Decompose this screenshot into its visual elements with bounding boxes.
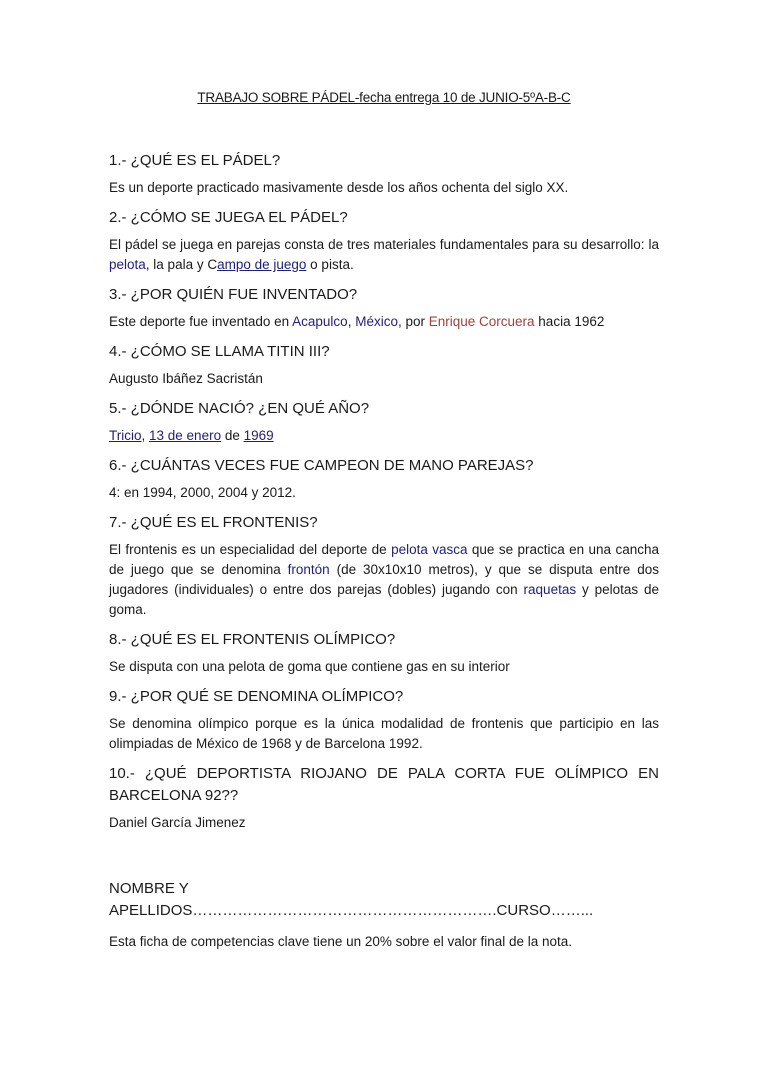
link-enrique-corcuera[interactable]: Enrique Corcuera	[428, 314, 535, 329]
answer-9: Se denomina olímpico porque es la única modalidad de frontenis que participio en las olimpiadas de México de 1968 y de Barcelona 1992.	[109, 716, 659, 751]
document-title: TRABAJO SOBRE PÁDEL-fecha entrega 10 de JUNIO-5ºA-B-C	[197, 90, 571, 105]
answer-6: 4: en 1994, 2000, 2004 y 2012.	[109, 485, 296, 500]
question-block-7	[109, 512, 659, 620]
link-acapulco[interactable]: Acapulco	[292, 314, 348, 329]
spacer	[109, 842, 659, 878]
link-fronton[interactable]: frontón	[287, 562, 330, 577]
link-1969[interactable]: 1969	[243, 428, 274, 443]
document-body	[109, 150, 659, 952]
question-3: 3.- ¿POR QUIÉN FUE INVENTADO?	[109, 286, 358, 303]
link-campo-de-juego[interactable]: ampo de juego	[217, 257, 307, 272]
question-2: 2.- ¿CÓMO SE JUEGA EL PÁDEL?	[109, 209, 348, 226]
link-mexico[interactable]: México	[355, 314, 398, 329]
answer-7-text-4: y pelotas de goma.	[109, 582, 659, 617]
answer-5-text-2: de	[221, 428, 244, 443]
question-6: 6.- ¿CUÁNTAS VECES FUE CAMPEON DE MANO PAREJAS?	[109, 457, 534, 474]
answer-7-text-1: El frontenis es un especialidad del deporte de	[109, 542, 392, 557]
link-13-de-enero[interactable]: 13 de enero	[149, 428, 222, 443]
question-10: 10.- ¿QUÉ DEPORTISTA RIOJANO DE PALA CORTA FUE OLÍMPICO EN BARCELONA 92??	[109, 765, 659, 804]
link-raquetas[interactable]: raquetas	[523, 582, 577, 597]
link-pelota[interactable]: pelota	[109, 257, 146, 272]
answer-7	[109, 540, 659, 620]
link-tricio[interactable]: Tricio	[109, 428, 142, 443]
answer-3-text-2: ,	[347, 314, 356, 329]
answer-3-text-3: , por	[397, 314, 429, 329]
answer-10: Daniel García Jimenez	[109, 815, 246, 830]
answer-1: Es un deporte practicado masivamente desde los años ochenta del siglo XX.	[109, 180, 569, 195]
answer-2-text-3: o pista.	[306, 257, 354, 272]
question-1: 1.- ¿QUÉ ES EL PÁDEL?	[109, 152, 281, 169]
question-block-10	[109, 763, 659, 833]
answer-4: Augusto Ibáñez Sacristán	[109, 371, 263, 386]
answer-3	[109, 312, 659, 332]
question-block-3	[109, 284, 659, 332]
answer-2-text-2: , la pala y C	[145, 257, 218, 272]
answer-2-text-1: El pádel se juega en parejas consta de tres materiales fundamentales para su desarrollo: la	[109, 237, 659, 252]
grading-note: Esta ficha de competencias clave tiene un 20% sobre el valor final de la nota.	[109, 934, 573, 949]
question-block-5	[109, 398, 659, 446]
answer-8: Se disputa con una pelota de goma que contiene gas en su interior	[109, 659, 510, 674]
question-4: 4.- ¿CÓMO SE LLAMA TITIN III?	[109, 343, 330, 360]
question-block-2	[109, 207, 659, 275]
answer-7-text-3: (de 30x10x10 metros), y que se disputa entre dos jugadores (individuales) o entre dos parejas (dobles) jugando con	[109, 562, 659, 597]
question-block-6	[109, 455, 659, 503]
question-5: 5.- ¿DÓNDE NACIÓ? ¿EN QUÉ AÑO?	[109, 400, 370, 417]
answer-3-text-1: Este deporte fue inventado en	[109, 314, 293, 329]
name-and-course-line[interactable]: NOMBRE Y APELLIDOS…………………………………………………….CURSO……...	[109, 880, 594, 919]
question-7: 7.- ¿QUÉ ES EL FRONTENIS?	[109, 514, 318, 531]
question-block-9	[109, 686, 659, 754]
question-9: 9.- ¿POR QUÉ SE DENOMINA OLÍMPICO?	[109, 688, 404, 705]
question-block-8	[109, 629, 659, 677]
answer-3-text-4: hacia 1962	[534, 314, 605, 329]
question-block-4	[109, 341, 659, 389]
answer-5	[109, 426, 659, 446]
answer-7-text-2: que se practica en una cancha de juego que se denomina	[109, 542, 659, 577]
question-8: 8.- ¿QUÉ ES EL FRONTENIS OLÍMPICO?	[109, 631, 396, 648]
answer-5-text-1: ,	[141, 428, 150, 443]
link-pelota-vasca[interactable]: pelota vasca	[391, 542, 468, 557]
answer-2	[109, 235, 659, 275]
question-block-1	[109, 150, 659, 198]
